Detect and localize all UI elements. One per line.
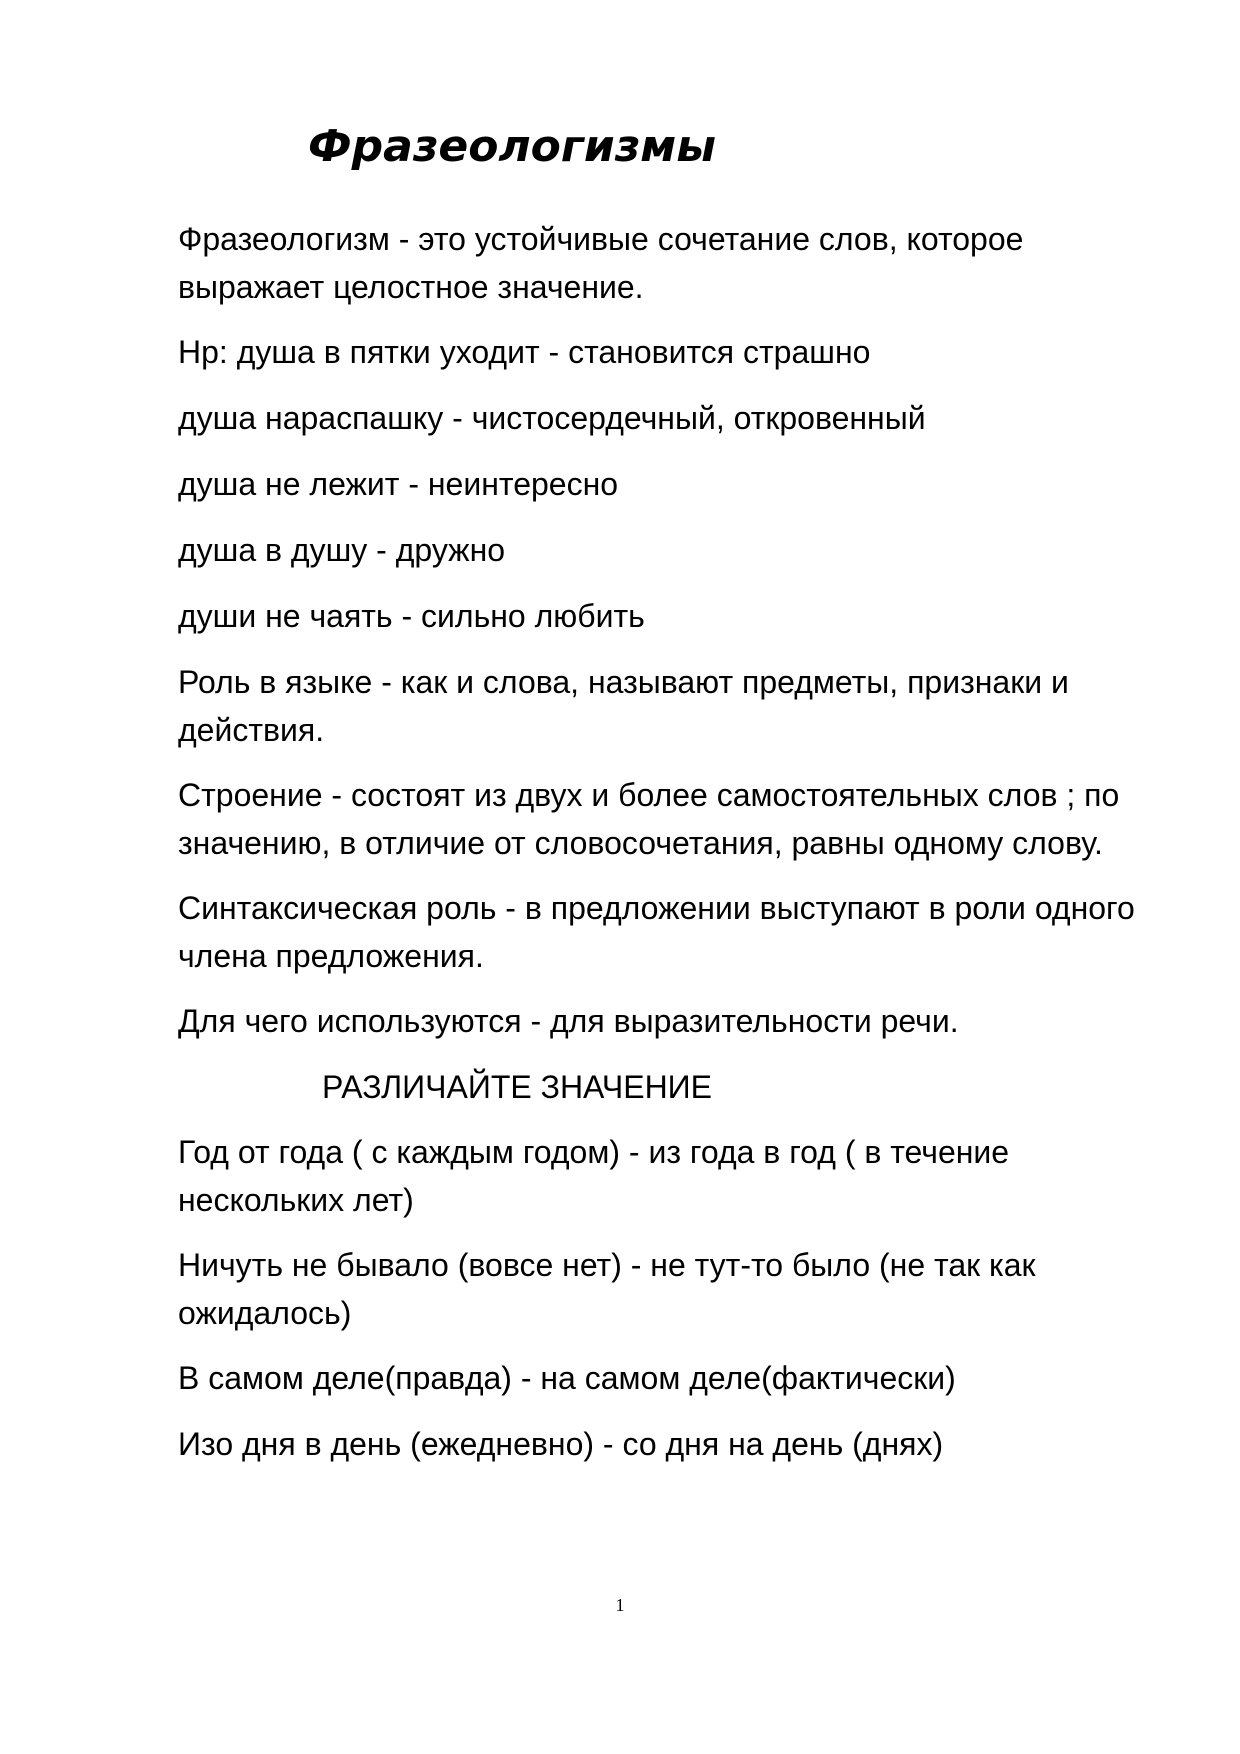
page-title: Фразеологизмы [308,121,717,172]
purpose-paragraph: Для чего используются - для выразительности речи. [178,1003,959,1039]
comparison-item: Год от года ( с каждым годом) - из года в год ( в течение нескольких лет) [178,1134,1010,1218]
structure-paragraph: Строение - состоят из двух и более самостоятельных слов ; по значению, в отличие от словосочетания, равны одному слову. [178,777,1120,861]
example-line: душа в душу - дружно [178,532,506,568]
page-number: 1 [615,1595,625,1615]
example-line: Нр: душа в пятки уходит - становится страшно [178,334,871,370]
document-body [178,215,1168,1486]
comparison-item: Ничуть не бывало (вовсе нет) - не тут-то было (не так как ожидалось) [178,1247,1036,1331]
example-line: души не чаять - сильно любить [178,598,645,634]
example-line: душа не лежит - неинтересно [178,466,619,502]
comparison-item: Изо дня в день (ежедневно) - со дня на день (днях) [178,1426,944,1462]
definition-paragraph: Фразеологизм - это устойчивые сочетание слов, которое выражает целостное значение. [178,221,1024,305]
example-line: душа нараспашку - чистосердечный, откровенный [178,400,926,436]
comparison-item: В самом деле(правда) - на самом деле(фактически) [178,1360,956,1396]
section-heading: РАЗЛИЧАЙТЕ ЗНАЧЕНИЕ [322,1069,713,1105]
syntax-paragraph: Синтаксическая роль - в предложении выступают в роли одного члена предложения. [178,890,1135,974]
role-paragraph: Роль в языке - как и слова, называют предметы, признаки и действия. [178,664,1069,748]
